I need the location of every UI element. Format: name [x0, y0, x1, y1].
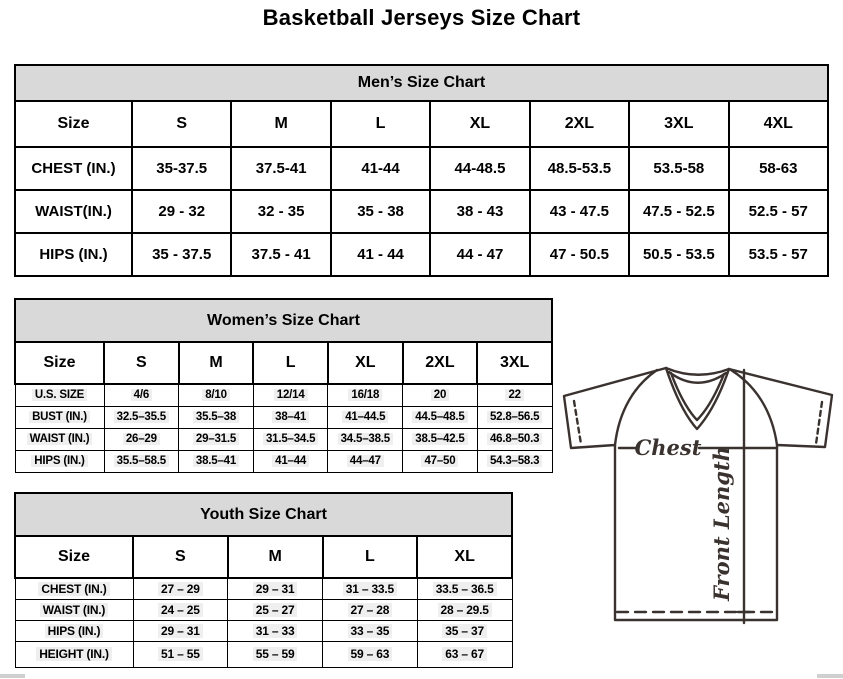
measurement-value-text: 8/10: [202, 389, 230, 401]
measurement-value-text: 26–29: [123, 433, 160, 445]
measurement-label: [15, 641, 133, 667]
measurement-label-text: HIPS (IN.): [45, 624, 104, 638]
measurement-value-text: 31 – 33: [253, 624, 298, 638]
measurement-value: [328, 428, 403, 450]
right-cuff-seam: [816, 402, 822, 444]
size-column-header: 3XL: [477, 342, 552, 384]
size-column-header: L: [253, 342, 328, 384]
measurement-value-text: 4/6: [131, 389, 152, 401]
measurement-row: [15, 406, 552, 428]
measurement-value: [403, 450, 478, 472]
size-column-header: 2XL: [403, 342, 478, 384]
measurement-value-text: 52.8–56.5: [487, 411, 542, 423]
measurement-label: [15, 599, 133, 620]
size-header-row: [15, 342, 552, 384]
mens-chart-title: Men’s Size Chart: [14, 64, 829, 100]
measurement-label-text: U.S. SIZE: [32, 389, 87, 401]
measurement-row: [15, 450, 552, 472]
measurement-label-text: CHEST (IN.): [38, 582, 109, 596]
measurement-value: [104, 406, 179, 428]
measurement-value: [328, 406, 403, 428]
measurement-value-text: 54.3–58.3: [487, 455, 542, 467]
size-column-header: S: [132, 101, 231, 147]
measurement-value-text: 32.5–35.5: [114, 411, 169, 423]
measurement-row: [15, 147, 828, 190]
youth-size-table: [14, 535, 513, 668]
size-corner-label: Size: [15, 536, 133, 578]
measurement-value-text: 38–41: [272, 411, 309, 423]
size-column-header: S: [104, 342, 179, 384]
measurement-value: 41-44: [331, 147, 430, 190]
measurement-value: 32 - 35: [231, 190, 330, 233]
measurement-value-text: 44.5–48.5: [412, 411, 467, 423]
measurement-value-text: 33 – 35: [348, 624, 393, 638]
measurement-value: 47 - 50.5: [530, 233, 629, 276]
measurement-label-text: HIPS (IN.): [31, 455, 87, 467]
measurement-value-text: 20: [431, 389, 449, 401]
measurement-value-text: 16/18: [348, 389, 382, 401]
measurement-value: [403, 428, 478, 450]
measurement-value-text: 31.5–34.5: [263, 433, 318, 445]
measurement-value-text: 35.5–58.5: [114, 455, 169, 467]
size-header-row: [15, 101, 828, 147]
measurement-value: 29 - 32: [132, 190, 231, 233]
measurement-value-text: 29 – 31: [253, 582, 298, 596]
measurement-label: CHEST (IN.): [15, 147, 132, 190]
measurement-value-text: 29–31.5: [193, 433, 239, 445]
page-title: Basketball Jerseys Size Chart: [262, 5, 581, 30]
measurement-value-text: 27 – 29: [158, 582, 203, 596]
size-column-header: M: [179, 342, 254, 384]
measurement-value: [133, 578, 228, 599]
scrollbar-fragment-left[interactable]: [0, 674, 25, 678]
measurement-label: [15, 578, 133, 599]
measurement-value: 53.5 - 57: [729, 233, 828, 276]
measurement-label-text: BUST (IN.): [29, 411, 90, 423]
measurement-value: 52.5 - 57: [729, 190, 828, 233]
size-column-header: 2XL: [530, 101, 629, 147]
measurement-value-text: 24 – 25: [158, 603, 203, 617]
measurement-value: [179, 384, 254, 406]
measurement-value: 44 - 47: [430, 233, 529, 276]
measurement-value: [403, 384, 478, 406]
measurement-value-text: 31 – 33.5: [343, 582, 397, 596]
measurement-value: 41 - 44: [331, 233, 430, 276]
front-length-measure-line: [738, 370, 750, 623]
measurement-value-text: 27 – 28: [348, 603, 393, 617]
size-corner-label: Size: [15, 342, 104, 384]
jersey-outline: [564, 368, 832, 623]
measurement-label: [15, 428, 104, 450]
youth-chart-title: Youth Size Chart: [14, 492, 513, 535]
measurement-value: [228, 578, 323, 599]
womens-size-table: [14, 341, 553, 473]
measurement-value: [477, 428, 552, 450]
measurement-row: [15, 384, 552, 406]
measurement-label: WAIST(IN.): [15, 190, 132, 233]
size-column-header: XL: [328, 342, 403, 384]
measurement-value: [253, 406, 328, 428]
measurement-value: [417, 641, 512, 667]
size-corner-label: Size: [15, 101, 132, 147]
measurement-value: [253, 450, 328, 472]
measurement-value: [328, 384, 403, 406]
measurement-value: [417, 620, 512, 641]
measurement-value: 47.5 - 52.5: [629, 190, 728, 233]
measurement-value-text: 46.8–50.3: [487, 433, 542, 445]
size-column-header: L: [323, 536, 418, 578]
mens-size-table: [14, 100, 829, 277]
size-column-header: M: [228, 536, 323, 578]
measurement-value-text: 38.5–41: [193, 455, 239, 467]
size-column-header: XL: [430, 101, 529, 147]
measurement-value: [228, 641, 323, 667]
measurement-row: [15, 641, 512, 667]
measurement-row: [15, 578, 512, 599]
measurement-value-text: 41–44: [272, 455, 309, 467]
measurement-value: 37.5-41: [231, 147, 330, 190]
size-column-header: S: [133, 536, 228, 578]
measurement-value-text: 59 – 63: [348, 647, 393, 661]
size-column-header: 4XL: [729, 101, 828, 147]
measurement-value: 38 - 43: [430, 190, 529, 233]
measurement-label: [15, 450, 104, 472]
left-cuff-seam: [574, 401, 581, 444]
measurement-value-text: 51 – 55: [158, 647, 203, 661]
size-column-header: 3XL: [629, 101, 728, 147]
measurement-label-text: WAIST (IN.): [27, 433, 93, 445]
measurement-value: [253, 384, 328, 406]
measurement-value: [477, 406, 552, 428]
measurement-value: 35-37.5: [132, 147, 231, 190]
measurement-value: [179, 406, 254, 428]
measurement-value: [328, 450, 403, 472]
measurement-value: 35 - 38: [331, 190, 430, 233]
measurement-value: [133, 599, 228, 620]
measurement-value: [323, 620, 418, 641]
measurement-label: [15, 406, 104, 428]
measurement-value-text: 35.5–38: [193, 411, 239, 423]
measurement-value: 37.5 - 41: [231, 233, 330, 276]
measurement-value: [228, 620, 323, 641]
measurement-value: [179, 450, 254, 472]
womens-chart-title: Women’s Size Chart: [14, 298, 553, 341]
measurement-value-text: 12/14: [274, 389, 308, 401]
measurement-label-text: HEIGHT (IN.): [36, 647, 112, 661]
measurement-value-text: 28 – 29.5: [438, 603, 492, 617]
measurement-value: [477, 450, 552, 472]
measurement-row: [15, 428, 552, 450]
measurement-value: [104, 428, 179, 450]
measurement-value-text: 44–47: [347, 455, 384, 467]
measurement-value-text: 41–44.5: [342, 411, 388, 423]
measurement-value: 48.5-53.5: [530, 147, 629, 190]
measurement-value: 35 - 37.5: [132, 233, 231, 276]
measurement-value: [228, 599, 323, 620]
measurement-value: [417, 578, 512, 599]
measurement-row: [15, 190, 828, 233]
measurement-value-text: 34.5–38.5: [338, 433, 393, 445]
measurement-value: 58-63: [729, 147, 828, 190]
measurement-label-text: WAIST (IN.): [40, 603, 108, 617]
measurement-value-text: 29 – 31: [158, 624, 203, 638]
measurement-label: HIPS (IN.): [15, 233, 132, 276]
measurement-value: [323, 641, 418, 667]
measurement-value: [403, 406, 478, 428]
measurement-value: [323, 599, 418, 620]
measurement-value-text: 63 – 67: [442, 647, 487, 661]
measurement-value: [179, 428, 254, 450]
youth-size-chart-section: [14, 492, 513, 668]
mens-size-chart-section: [14, 64, 829, 277]
measurement-row: [15, 620, 512, 641]
measurement-value-text: 33.5 – 36.5: [433, 582, 497, 596]
measurement-value: [104, 384, 179, 406]
chest-label: Chest: [634, 435, 702, 460]
measurement-value: 43 - 47.5: [530, 190, 629, 233]
front-length-label: Front Length: [709, 446, 734, 601]
measurement-label: [15, 620, 133, 641]
measurement-value: [323, 578, 418, 599]
measurement-value: 50.5 - 53.5: [629, 233, 728, 276]
womens-size-chart-section: [14, 298, 553, 473]
measurement-value-text: 47–50: [421, 455, 458, 467]
measurement-value: [133, 641, 228, 667]
measurement-value-text: 35 – 37: [442, 624, 487, 638]
measurement-label: [15, 384, 104, 406]
measurement-value: [104, 450, 179, 472]
size-header-row: [15, 536, 512, 578]
size-column-header: L: [331, 101, 430, 147]
measurement-value: [477, 384, 552, 406]
jersey-measurement-diagram: [553, 355, 843, 667]
measurement-value-text: 22: [505, 389, 523, 401]
measurement-value: [253, 428, 328, 450]
size-column-header: M: [231, 101, 330, 147]
measurement-value: 53.5-58: [629, 147, 728, 190]
measurement-value: 44-48.5: [430, 147, 529, 190]
measurement-row: [15, 233, 828, 276]
scrollbar-fragment-right[interactable]: [817, 674, 843, 678]
measurement-value-text: 55 – 59: [253, 647, 298, 661]
size-column-header: XL: [417, 536, 512, 578]
measurement-row: [15, 599, 512, 620]
measurement-value: [417, 599, 512, 620]
measurement-value-text: 25 – 27: [253, 603, 298, 617]
measurement-value-text: 38.5–42.5: [412, 433, 467, 445]
measurement-value: [133, 620, 228, 641]
